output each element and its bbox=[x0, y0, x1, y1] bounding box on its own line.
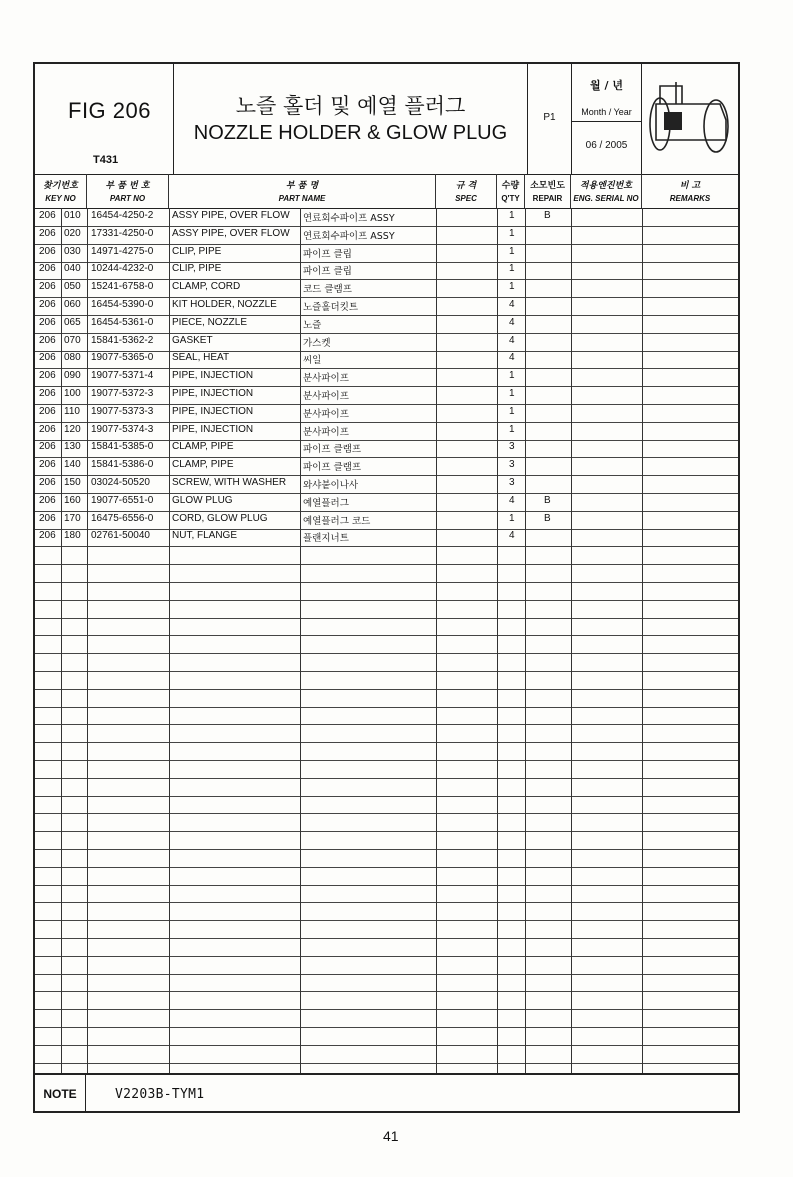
part-name-en: CORD, GLOW PLUG bbox=[172, 512, 268, 524]
part-name-kr: 파이프 클램프 bbox=[303, 462, 362, 474]
part-name-en: GLOW PLUG bbox=[172, 494, 233, 506]
key-fig: 206 bbox=[39, 405, 56, 417]
key-fig: 206 bbox=[39, 459, 56, 471]
key-no: 150 bbox=[64, 477, 81, 488]
key-fig: 206 bbox=[39, 210, 56, 221]
part-name-kr: 분사파이프 bbox=[303, 391, 349, 402]
table-row bbox=[35, 297, 738, 316]
key-fig: 206 bbox=[39, 334, 56, 346]
table-row bbox=[35, 564, 738, 583]
qty: 1 bbox=[509, 405, 515, 417]
part-name-en: PIPE, INJECTION bbox=[172, 388, 254, 399]
key-no: 080 bbox=[64, 352, 81, 364]
table-row bbox=[35, 422, 738, 441]
part-name-kr: 예열플러그 bbox=[303, 497, 349, 509]
table-row bbox=[35, 582, 738, 601]
table-row bbox=[35, 457, 738, 476]
table-row bbox=[35, 350, 738, 369]
part-name-kr: 노즐홀더킷트 bbox=[303, 302, 359, 313]
table-row bbox=[35, 333, 738, 352]
table-row bbox=[35, 279, 738, 298]
part-name-en: PIPE, INJECTION bbox=[172, 423, 254, 435]
col-remarks: 비 고 REMARKS bbox=[669, 181, 711, 203]
part-name-en: SEAL, HEAT bbox=[172, 352, 230, 364]
part-no: 02761-50040 bbox=[91, 530, 150, 542]
key-fig: 206 bbox=[39, 441, 56, 453]
repair: B bbox=[544, 512, 551, 524]
tractor-icon bbox=[642, 64, 738, 174]
page-number: 41 bbox=[383, 1128, 399, 1144]
column-header bbox=[35, 174, 738, 209]
part-name-kr: 분사파이프 bbox=[303, 426, 349, 438]
title-english: NOZZLE HOLDER & GLOW PLUG bbox=[193, 122, 508, 144]
qty: 1 bbox=[509, 423, 515, 435]
part-no: 10244-4232-0 bbox=[91, 263, 154, 275]
fig-number: FIG 206 bbox=[68, 98, 151, 123]
table-row bbox=[35, 208, 738, 227]
part-no: 15841-5386-0 bbox=[91, 459, 154, 471]
key-fig: 206 bbox=[39, 370, 56, 382]
qty: 3 bbox=[509, 441, 515, 453]
table-row bbox=[35, 635, 738, 654]
table-row bbox=[35, 902, 738, 921]
table-row bbox=[35, 546, 738, 565]
part-name-en: ASSY PIPE, OVER FLOW bbox=[172, 210, 290, 221]
key-no: 140 bbox=[64, 459, 81, 471]
part-no: 14971-4275-0 bbox=[91, 245, 154, 257]
part-no: 19077-5374-3 bbox=[91, 423, 154, 435]
header bbox=[35, 64, 738, 175]
part-name-kr: 가스켓 bbox=[303, 337, 331, 349]
qty: 1 bbox=[509, 281, 515, 293]
date-label-english: Month / Year bbox=[581, 107, 632, 117]
part-name-kr: 분사파이프 bbox=[303, 408, 349, 420]
qty: 1 bbox=[509, 388, 515, 399]
key-no: 010 bbox=[64, 210, 81, 221]
key-no: 160 bbox=[64, 494, 81, 506]
table-row bbox=[35, 617, 738, 636]
key-fig: 206 bbox=[39, 512, 56, 524]
part-name-en: CLIP, PIPE bbox=[172, 245, 222, 257]
part-no: 19077-5365-0 bbox=[91, 352, 154, 364]
col-serial: 적용엔진번호 ENG. SERIAL NO bbox=[571, 174, 642, 208]
fig-box bbox=[35, 64, 174, 174]
page-box bbox=[528, 64, 572, 174]
table-row bbox=[35, 956, 738, 975]
table-row bbox=[35, 493, 738, 512]
part-no: 17331-4250-0 bbox=[91, 227, 154, 239]
table-row bbox=[35, 831, 738, 850]
part-name-kr: 파이프 클립 bbox=[303, 248, 352, 260]
page-code: P1 bbox=[543, 112, 556, 123]
col-part-name: 부 품 명 PART NAME bbox=[169, 174, 436, 208]
qty: 4 bbox=[509, 494, 515, 506]
qty: 1 bbox=[509, 512, 515, 524]
part-name-en: CLAMP, PIPE bbox=[172, 459, 234, 471]
part-no: 03024-50520 bbox=[91, 477, 150, 488]
key-no: 100 bbox=[64, 388, 81, 399]
table-row bbox=[35, 724, 738, 743]
col-key: 찾기번호 KEY NO bbox=[35, 174, 87, 208]
qty: 1 bbox=[509, 370, 515, 382]
table-row bbox=[35, 920, 738, 939]
part-no: 16454-4250-2 bbox=[91, 210, 154, 221]
col-qty: 수량 Q'TY bbox=[497, 174, 525, 208]
key-fig: 206 bbox=[39, 530, 56, 542]
part-name-en: CLAMP, CORD bbox=[172, 281, 241, 293]
part-no: 19077-6551-0 bbox=[91, 494, 154, 506]
table-row bbox=[35, 1027, 738, 1046]
qty: 4 bbox=[509, 334, 515, 346]
table-row bbox=[35, 439, 738, 458]
key-fig: 206 bbox=[39, 494, 56, 506]
part-name-kr: 노즐 bbox=[303, 319, 322, 331]
key-no: 110 bbox=[64, 405, 80, 417]
qty: 4 bbox=[509, 316, 515, 328]
key-no: 070 bbox=[64, 334, 81, 346]
part-name-kr: 파이프 클램프 bbox=[303, 444, 362, 456]
part-no: 16454-5361-0 bbox=[91, 316, 154, 328]
table-row bbox=[35, 973, 738, 992]
col-spec: 규 격 SPEC bbox=[436, 174, 497, 208]
table-row bbox=[35, 849, 738, 868]
key-fig: 206 bbox=[39, 227, 56, 239]
part-no: 15241-6758-0 bbox=[91, 281, 154, 293]
table-row bbox=[35, 884, 738, 903]
table-row bbox=[35, 600, 738, 619]
key-no: 120 bbox=[64, 423, 81, 435]
part-no: 19077-5373-3 bbox=[91, 405, 154, 417]
key-no: 020 bbox=[64, 227, 81, 239]
table-row bbox=[35, 706, 738, 725]
part-name-en: GASKET bbox=[172, 334, 213, 346]
part-name-en: ASSY PIPE, OVER FLOW bbox=[172, 227, 290, 239]
table-row bbox=[35, 315, 738, 334]
table-row bbox=[35, 778, 738, 797]
qty: 4 bbox=[509, 352, 515, 364]
part-name-kr: 분사파이프 bbox=[303, 373, 349, 385]
key-no: 130 bbox=[64, 441, 81, 453]
table-row bbox=[35, 991, 738, 1010]
qty: 4 bbox=[509, 530, 515, 542]
key-fig: 206 bbox=[39, 477, 56, 488]
table-row bbox=[35, 742, 738, 761]
qty: 4 bbox=[509, 299, 515, 310]
key-no: 060 bbox=[64, 299, 81, 310]
table-row bbox=[35, 226, 738, 245]
key-no: 050 bbox=[64, 281, 81, 293]
key-fig: 206 bbox=[39, 316, 56, 328]
key-no: 180 bbox=[64, 530, 81, 542]
table-row bbox=[35, 386, 738, 405]
part-name-kr: 예열플러그 코드 bbox=[303, 515, 371, 527]
key-no: 065 bbox=[64, 316, 81, 328]
table-row bbox=[35, 475, 738, 494]
part-name-en: CLAMP, PIPE bbox=[172, 441, 234, 453]
part-name-kr: 씨일 bbox=[303, 355, 322, 367]
date-box bbox=[572, 64, 642, 174]
qty: 1 bbox=[509, 227, 515, 239]
key-fig: 206 bbox=[39, 263, 56, 275]
note-value: V2203B-TYM1 bbox=[115, 1087, 205, 1102]
key-fig: 206 bbox=[39, 245, 56, 257]
table-row bbox=[35, 760, 738, 779]
part-no: 16454-5390-0 bbox=[91, 299, 154, 310]
qty: 1 bbox=[509, 245, 515, 257]
table-row bbox=[35, 689, 738, 708]
col-repair: 소모빈도 REPAIR bbox=[525, 174, 571, 208]
table-row bbox=[35, 368, 738, 387]
key-fig: 206 bbox=[39, 299, 56, 310]
qty: 1 bbox=[509, 263, 515, 275]
part-name-en: NUT, FLANGE bbox=[172, 530, 238, 542]
part-name-kr: 파이프 클립 bbox=[303, 266, 352, 278]
part-no: 15841-5362-2 bbox=[91, 334, 154, 346]
note-label: NOTE bbox=[35, 1075, 86, 1113]
key-no: 040 bbox=[64, 263, 81, 275]
key-fig: 206 bbox=[39, 388, 56, 399]
part-name-kr: 플랜지너트 bbox=[303, 533, 349, 545]
date-value: 06 / 2005 bbox=[585, 140, 628, 151]
col-part-no: 부 품 번 호 PART NO bbox=[87, 174, 169, 208]
note-bar bbox=[35, 1073, 738, 1113]
part-name-en: PIPE, INJECTION bbox=[172, 405, 254, 417]
date-label-korean: 월 / 년 bbox=[590, 79, 623, 92]
part-name-en: SCREW, WITH WASHER bbox=[172, 477, 287, 488]
table-row bbox=[35, 511, 738, 530]
table-row bbox=[35, 867, 738, 886]
table-row bbox=[35, 653, 738, 672]
title-korean: 노즐 홀더 및 예열 플러그 bbox=[235, 94, 466, 118]
qty: 3 bbox=[509, 477, 515, 488]
part-name-kr: 연료회수파이프 ASSY bbox=[303, 213, 395, 224]
table-row bbox=[35, 1045, 738, 1064]
table-row bbox=[35, 244, 738, 263]
part-name-en: CLIP, PIPE bbox=[172, 263, 222, 275]
table-row bbox=[35, 795, 738, 814]
key-no: 090 bbox=[64, 370, 81, 382]
part-name-kr: 코드 클램프 bbox=[303, 284, 352, 296]
table-row bbox=[35, 671, 738, 690]
part-no: 19077-5371-4 bbox=[91, 370, 154, 382]
key-no: 030 bbox=[64, 245, 81, 257]
repair: B bbox=[544, 210, 551, 221]
part-no: 19077-5372-3 bbox=[91, 388, 154, 399]
part-name-en: PIPE, INJECTION bbox=[172, 370, 254, 382]
table-row bbox=[35, 813, 738, 832]
part-name-kr: 연료회수파이프 ASSY bbox=[303, 230, 395, 242]
key-fig: 206 bbox=[39, 423, 56, 435]
repair: B bbox=[544, 494, 551, 506]
qty: 1 bbox=[509, 210, 515, 221]
key-fig: 206 bbox=[39, 352, 56, 364]
part-name-en: KIT HOLDER, NOZZLE bbox=[172, 299, 277, 310]
table-row bbox=[35, 1009, 738, 1028]
key-no: 170 bbox=[64, 512, 81, 524]
parts-list-frame bbox=[33, 62, 740, 1113]
part-name-en: PIECE, NOZZLE bbox=[172, 316, 248, 328]
part-name-kr: 와샤붙이나사 bbox=[303, 480, 359, 491]
table-row bbox=[35, 938, 738, 957]
title-box bbox=[174, 64, 528, 174]
part-no: 16475-6556-0 bbox=[91, 512, 154, 524]
table-row bbox=[35, 261, 738, 280]
part-no: 15841-5385-0 bbox=[91, 441, 154, 453]
table-row bbox=[35, 404, 738, 423]
qty: 3 bbox=[509, 459, 515, 471]
model-code: T431 bbox=[93, 154, 119, 166]
key-fig: 206 bbox=[39, 281, 56, 293]
table-row bbox=[35, 528, 738, 547]
